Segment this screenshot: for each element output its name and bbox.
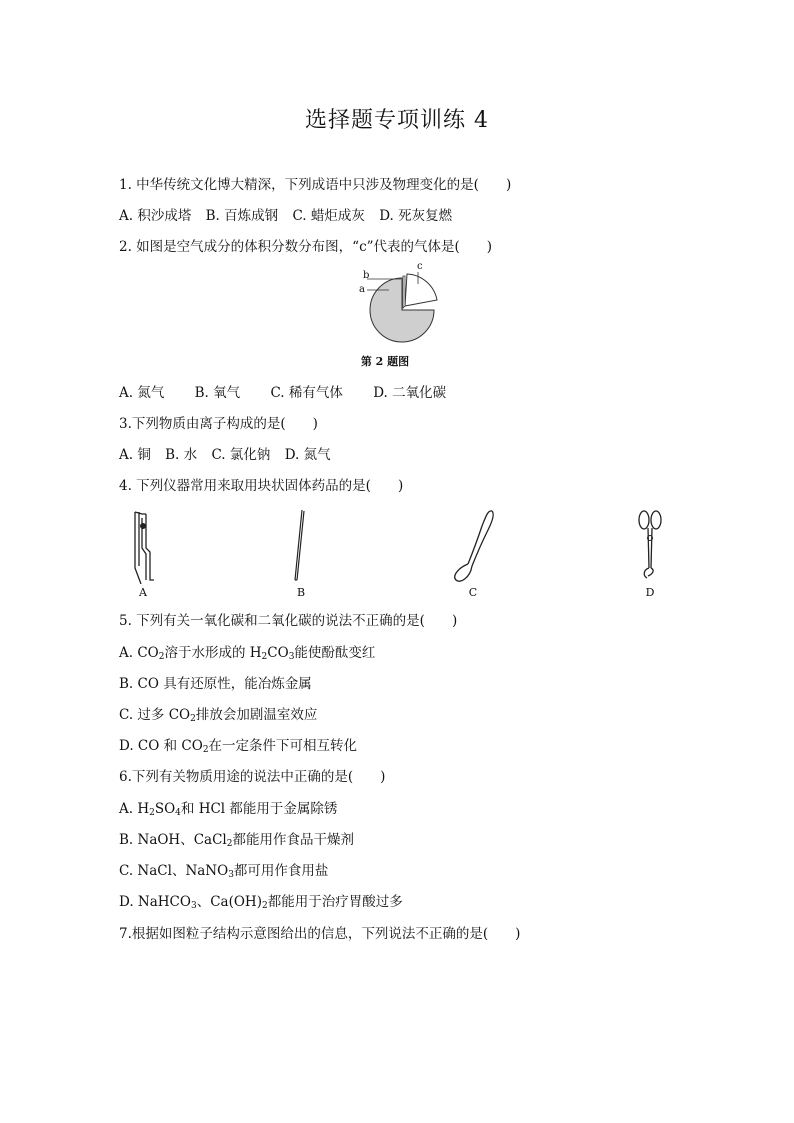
label-b: b (363, 270, 370, 281)
q1-option-d: D. 死灰复燃 (379, 208, 453, 224)
q1-stem: 1. 中华传统文化博大精深，下列成语中只涉及物理变化的是( ) (119, 177, 512, 193)
q3-option-a: A. 铜 (119, 447, 151, 463)
q4-label-c: C (468, 586, 478, 599)
q2-option-b: B. 氧气 (194, 385, 241, 401)
q2-figure-caption: 第 2 题图 (360, 355, 410, 368)
q2-option-c: C. 稀有气体 (270, 385, 343, 401)
q4-stem: 4. 下列仪器常用来取用块状固体药品的是( ) (119, 478, 404, 494)
q3-stem: 3.下列物质由离子构成的是( ) (119, 416, 318, 432)
q3-option-d: D. 氮气 (284, 447, 331, 463)
q4-label-b: B (296, 586, 306, 599)
q4-label-a: A (139, 586, 147, 599)
q6-option-c: C. NaCl、NaNO$_3$都可用作食用盐 (119, 863, 329, 880)
q2-stem: 2. 如图是空气成分的体积分数分布图，“c”代表的气体是( ) (119, 239, 493, 255)
q3-option-c: C. 氯化钠 (211, 447, 271, 463)
q1-options (119, 207, 462, 225)
q5-stem: 5. 下列有关一氧化碳和二氧化碳的说法不正确的是( ) (119, 613, 458, 629)
q2-option-a: A. 氮气 (119, 385, 165, 401)
q1-option-b: B. 百炼成钢 (205, 208, 279, 224)
q1-option-a: A. 积沙成塔 (119, 208, 192, 224)
tweezers-icon (291, 508, 307, 588)
q5-option-b: B. CO 具有还原性，能冶炼金属 (119, 676, 312, 692)
page-title: 选择题专项训练 4 (305, 108, 489, 133)
label-a: a (359, 284, 365, 295)
q3-options (119, 446, 341, 464)
q2-options (119, 384, 456, 402)
q5-option-c: C. 过多 $CO_2$排放会加剧温室效应 (119, 707, 318, 724)
pie-slice-b (403, 276, 405, 308)
air-composition-pie-chart (351, 262, 441, 352)
q2-option-d: D. 二氧化碳 (373, 385, 447, 401)
q5-option-a: A. $CO_2$溶于水形成的 $H_2CO_3$能使酚酞变红 (119, 645, 376, 662)
q6-option-d: D. NaHCO$_3$、$Ca(OH)_2$都能用于治疗胃酸过多 (119, 894, 403, 911)
q7-stem: 7.根据如图粒子结构示意图给出的信息，下列说法不正确的是( ) (119, 926, 521, 942)
crucible-scissors-icon (635, 508, 665, 588)
medicine-spoon-icon (448, 508, 498, 588)
crucible-tongs-icon (130, 508, 156, 588)
label-c: c (417, 261, 423, 272)
q5-option-d: D. CO 和 $CO_2$在一定条件下可相互转化 (119, 738, 358, 755)
pie-slice-c (405, 274, 437, 306)
q6-stem: 6.下列有关物质用途的说法中正确的是( ) (119, 769, 386, 785)
q3-option-b: B. 水 (165, 447, 198, 463)
q1-option-c: C. 蜡炬成灰 (292, 208, 365, 224)
q6-option-a: A. $H_2SO_4$和 HCl 都能用于金属除锈 (119, 801, 338, 818)
q6-option-b: B. NaOH、CaCl$_2$都能用作食品干燥剂 (119, 832, 354, 849)
q4-label-d: D (645, 586, 655, 599)
